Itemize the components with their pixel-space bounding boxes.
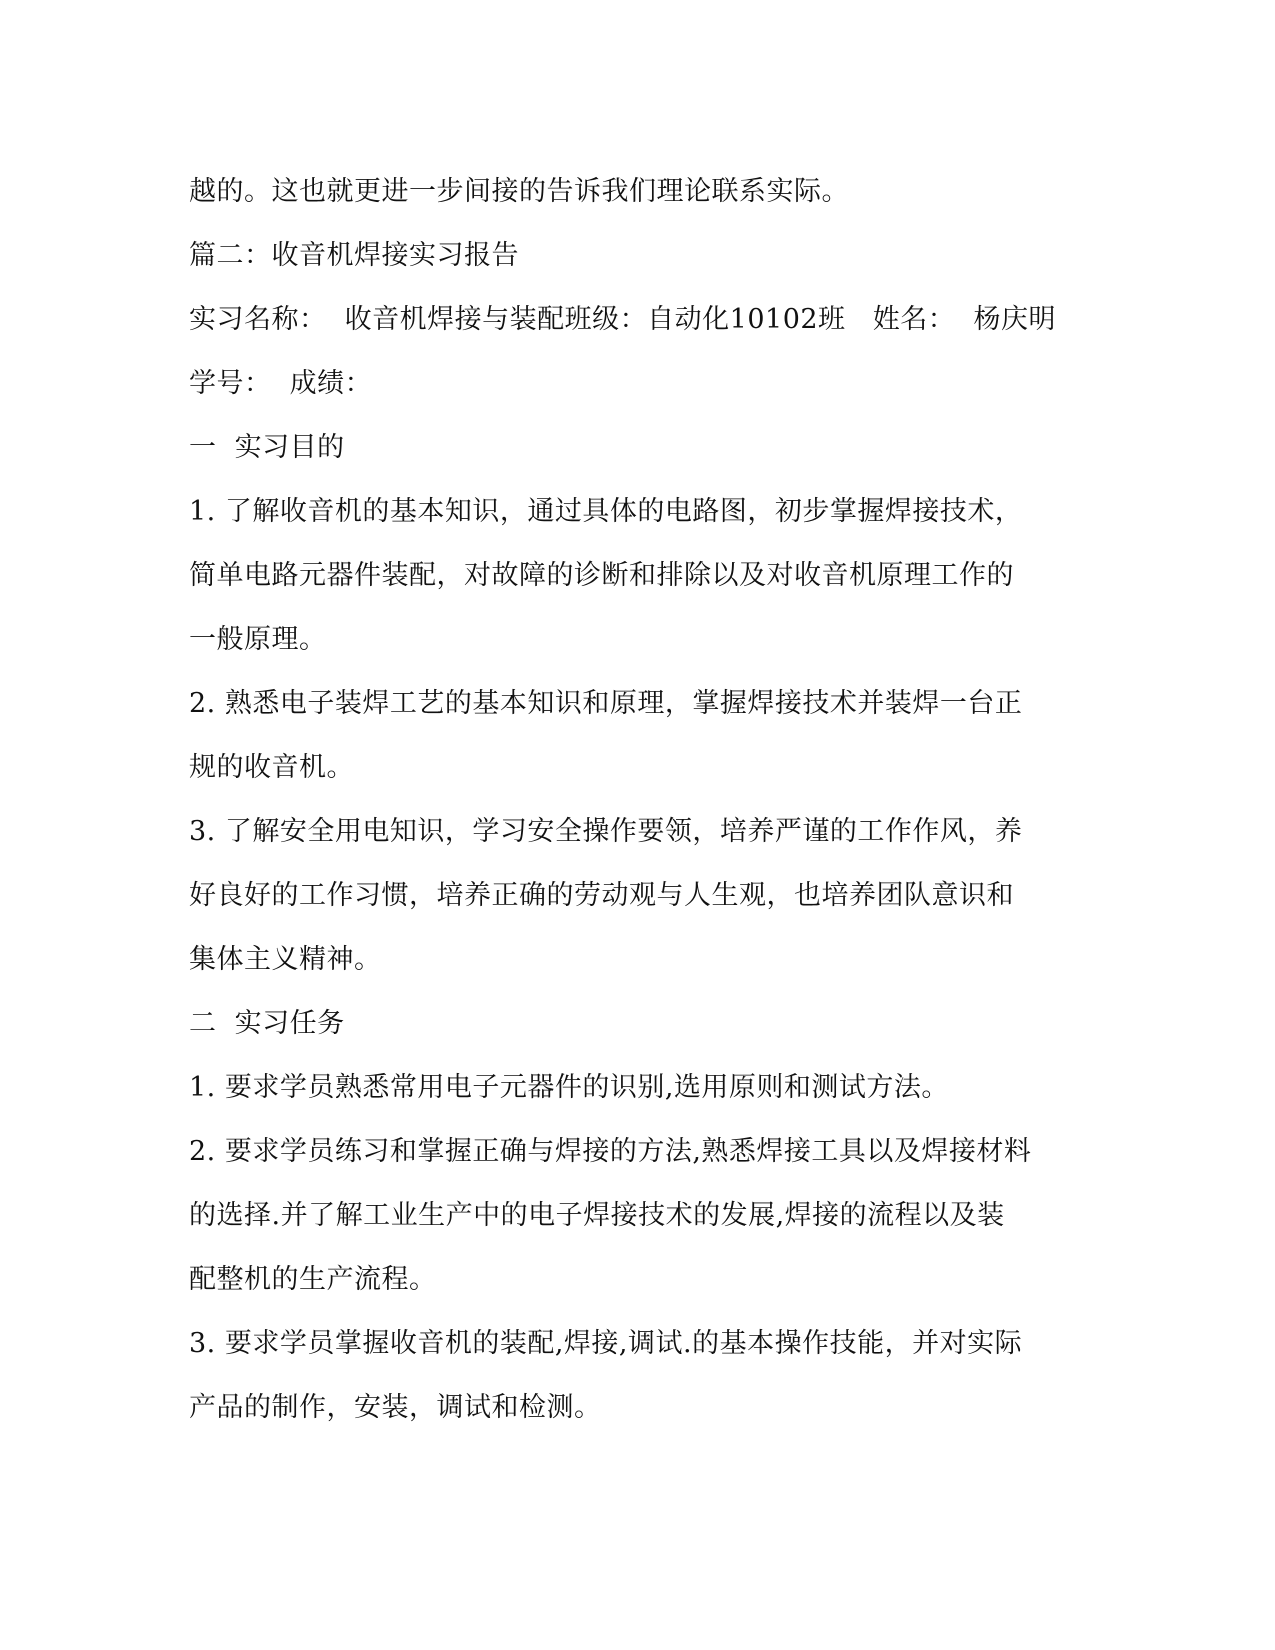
section-heading: 篇二：收音机焊接实习报告 <box>189 240 519 271</box>
info-line: 实习名称： 收音机焊接与装配班级：自动化10102班 姓名： 杨庆明 <box>189 304 1056 335</box>
text-line: 的选择.并了解工业生产中的电子焊接技术的发展,焊接的流程以及装 <box>189 1200 1005 1231</box>
text-line: 配整机的生产流程。 <box>189 1264 437 1295</box>
text-line: 1. 了解收音机的基本知识，通过具体的电路图，初步掌握焊接技术， <box>189 496 1023 527</box>
text-line: 3. 了解安全用电知识，学习安全操作要领，培养严谨的工作作风，养 <box>189 816 1023 847</box>
subsection-heading: 一 实习目的 <box>189 432 345 463</box>
text-line: 一般原理。 <box>189 624 327 655</box>
subsection-heading: 二 实习任务 <box>189 1008 345 1039</box>
text-line: 集体主义精神。 <box>189 944 382 975</box>
text-line: 越的。这也就更进一步间接的告诉我们理论联系实际。 <box>189 176 849 207</box>
text-line: 规的收音机。 <box>189 752 354 783</box>
text-line: 3. 要求学员掌握收音机的装配,焊接,调试.的基本操作技能，并对实际 <box>189 1328 1023 1359</box>
text-line: 简单电路元器件装配，对故障的诊断和排除以及对收音机原理工作的 <box>189 560 1014 591</box>
info-line: 学号： 成绩： <box>189 368 373 399</box>
text-line: 1. 要求学员熟悉常用电子元器件的识别,选用原则和测试方法。 <box>189 1072 949 1103</box>
text-line: 好良好的工作习惯，培养正确的劳动观与人生观，也培养团队意识和 <box>189 880 1014 911</box>
text-line: 2. 要求学员练习和掌握正确与焊接的方法,熟悉焊接工具以及焊接材料 <box>189 1136 1032 1167</box>
text-line: 2. 熟悉电子装焊工艺的基本知识和原理，掌握焊接技术并装焊一台正 <box>189 688 1023 719</box>
text-line: 产品的制作，安装，调试和检测。 <box>189 1392 602 1423</box>
